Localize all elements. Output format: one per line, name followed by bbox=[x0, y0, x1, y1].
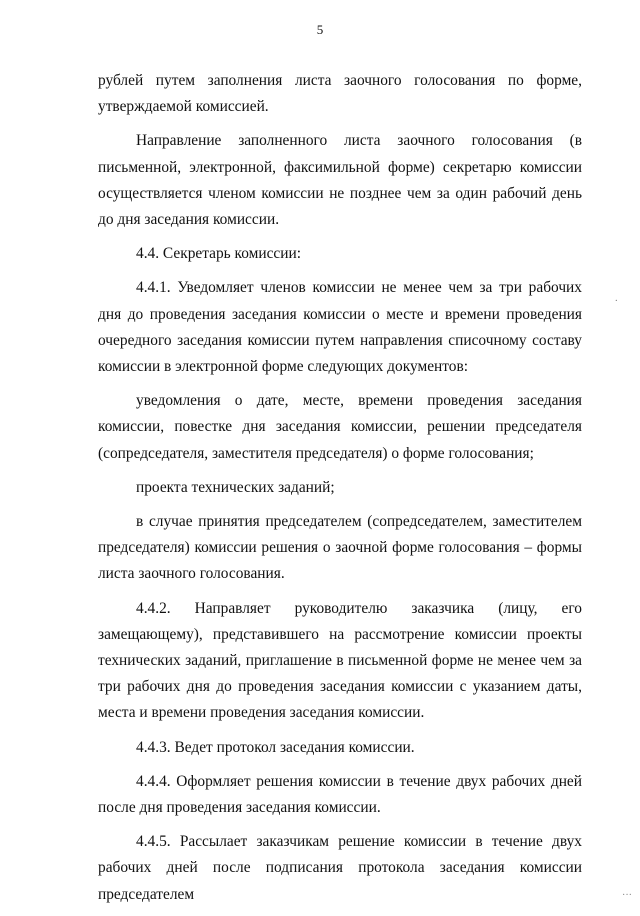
paragraph-4-4-1: 4.4.1. Уведомляет членов комиссии не менее чем за три рабочих дня до проведения заседания комиссии о месте и времени проведения очередного заседания комиссии путем направления списочному составу комиссии в электронной форме следующих документов: bbox=[98, 279, 582, 376]
scan-artifact-corner: ··· bbox=[622, 890, 632, 901]
paragraph-continuation: рублей путем заполнения листа заочного голосования по форме, утверждаемой комиссией. bbox=[98, 72, 582, 116]
paragraph-4-4-heading: 4.4. Секретарь комиссии: bbox=[136, 245, 302, 263]
paragraph-4-4-3: 4.4.3. Ведет протокол заседания комиссии. bbox=[136, 738, 415, 756]
paragraph-4-4-4: 4.4.4. Оформляет решения комиссии в течение двух рабочих дней после дня проведения заседания комиссии. bbox=[98, 772, 582, 817]
paragraph-4-4-5: 4.4.5. Рассылает заказчикам решение комиссии в течение двух рабочих дней после подписания протокола заседания комиссии председателем bbox=[98, 833, 582, 903]
paragraph-draft-specs-item: проекта технических заданий; bbox=[136, 478, 335, 496]
paragraph-absentee-form-item: в случае принятия председателем (сопредседателем, заместителем председателя) комиссии решения о заочной форме голосования – формы листа заочного голосования. bbox=[98, 513, 582, 583]
paragraph-4-4-2: 4.4.2. Направляет руководителю заказчика (лицу, его замещающему), представившего на рассмотрение комиссии проекты технических заданий, приглашение в письменной форме не менее чем за три рабочих дня до проведения заседания комиссии с указанием даты, места и времени проведения заседания комиссии. bbox=[98, 599, 582, 722]
document-body bbox=[98, 68, 582, 916]
scan-artifact-dot: · bbox=[614, 296, 618, 307]
paragraph-notification-item: уведомления о дате, месте, времени проведения заседания комиссии, повестке дня заседания комиссии, решении председателя (сопредседателя, заместителя председателя) о форме голосования; bbox=[98, 392, 582, 462]
paragraph-submission: Направление заполненного листа заочного голосования (в письменной, электронной, факсимильной форме) секретарю комиссии осуществляется членом комиссии не позднее чем за один рабочий день до дня заседания комиссии. bbox=[98, 132, 582, 229]
page-number: 5 bbox=[316, 22, 324, 37]
